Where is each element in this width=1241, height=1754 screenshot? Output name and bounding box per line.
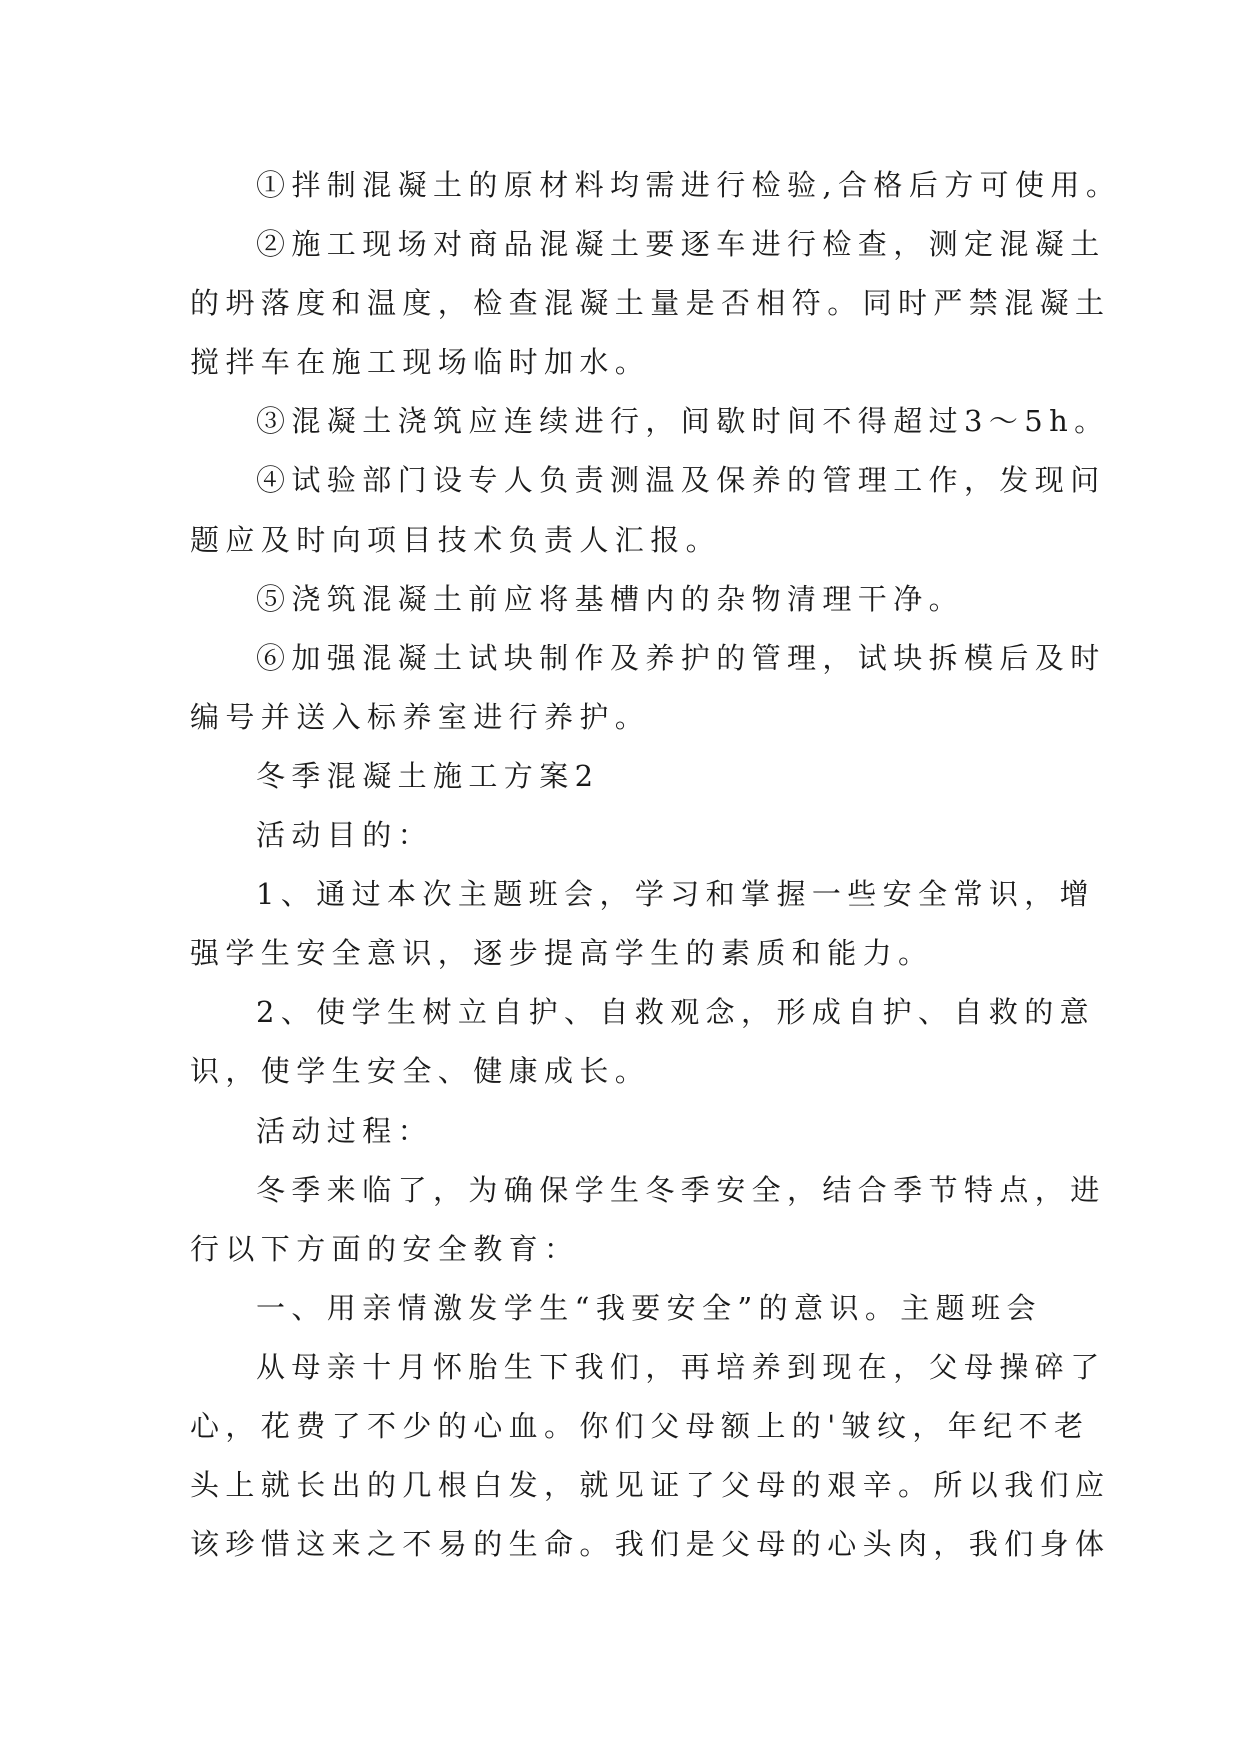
- paragraph-line: 强学生安全意识，逐步提高学生的素质和能力。: [190, 936, 934, 971]
- paragraph-line: ③混凝土浇筑应连续进行，间歇时间不得超过3～5h。: [256, 404, 1110, 439]
- paragraph-line: ①拌制混凝土的原材料均需进行检验,合格后方可使用。: [256, 168, 1122, 202]
- paragraph-line: 题应及时向项目技术负责人汇报。: [190, 522, 722, 557]
- paragraph-line: 一、用亲情激发学生“我要安全”的意识。主题班会: [256, 1290, 1042, 1325]
- paragraph-line: 编号并送入标养室进行养护。: [190, 699, 651, 734]
- paragraph-line: 搅拌车在施工现场临时加水。: [190, 345, 651, 380]
- paragraph-line: 冬季来临了，为确保学生冬季安全，结合季节特点，进: [256, 1172, 1106, 1207]
- paragraph-line: ④试验部门设专人负责测温及保养的管理工作，发现问: [256, 463, 1106, 498]
- paragraph-line: ⑥加强混凝土试块制作及养护的管理，试块拆模后及时: [256, 640, 1106, 675]
- paragraph-line: ⑤浇筑混凝土前应将基槽内的杂物清理干净。: [256, 581, 965, 616]
- paragraph-line: 行以下方面的安全教育：: [190, 1231, 580, 1266]
- paragraph-line: 的坍落度和温度，检查混凝土量是否相符。同时严禁混凝土: [190, 286, 1111, 321]
- section-heading: 活动目的：: [256, 818, 434, 853]
- paragraph-line: 该珍惜这来之不易的生命。我们是父母的心头肉，我们身体: [190, 1527, 1111, 1562]
- paragraph-line: 1、通过本次主题班会，学习和掌握一些安全常识，增: [256, 877, 1096, 912]
- paragraph-line: 识，使学生安全、健康成长。: [190, 1054, 651, 1089]
- paragraph-line: ②施工现场对商品混凝土要逐车进行检查，测定混凝土: [256, 227, 1106, 262]
- paragraph-line: 2、使学生树立自护、自救观念，形成自护、自救的意: [256, 995, 1096, 1030]
- paragraph-line: 从母亲十月怀胎生下我们，再培养到现在，父母操碎了: [256, 1349, 1106, 1384]
- paragraph-line: 头上就长出的几根白发，就见证了父母的艰辛。所以我们应: [190, 1468, 1111, 1503]
- section-heading: 活动过程：: [256, 1113, 434, 1148]
- section-title: 冬季混凝土施工方案2: [256, 758, 600, 793]
- document-body: [190, 156, 1122, 1574]
- paragraph-line: 心，花费了不少的心血。你们父母额上的'皱纹，年纪不老: [190, 1408, 1090, 1443]
